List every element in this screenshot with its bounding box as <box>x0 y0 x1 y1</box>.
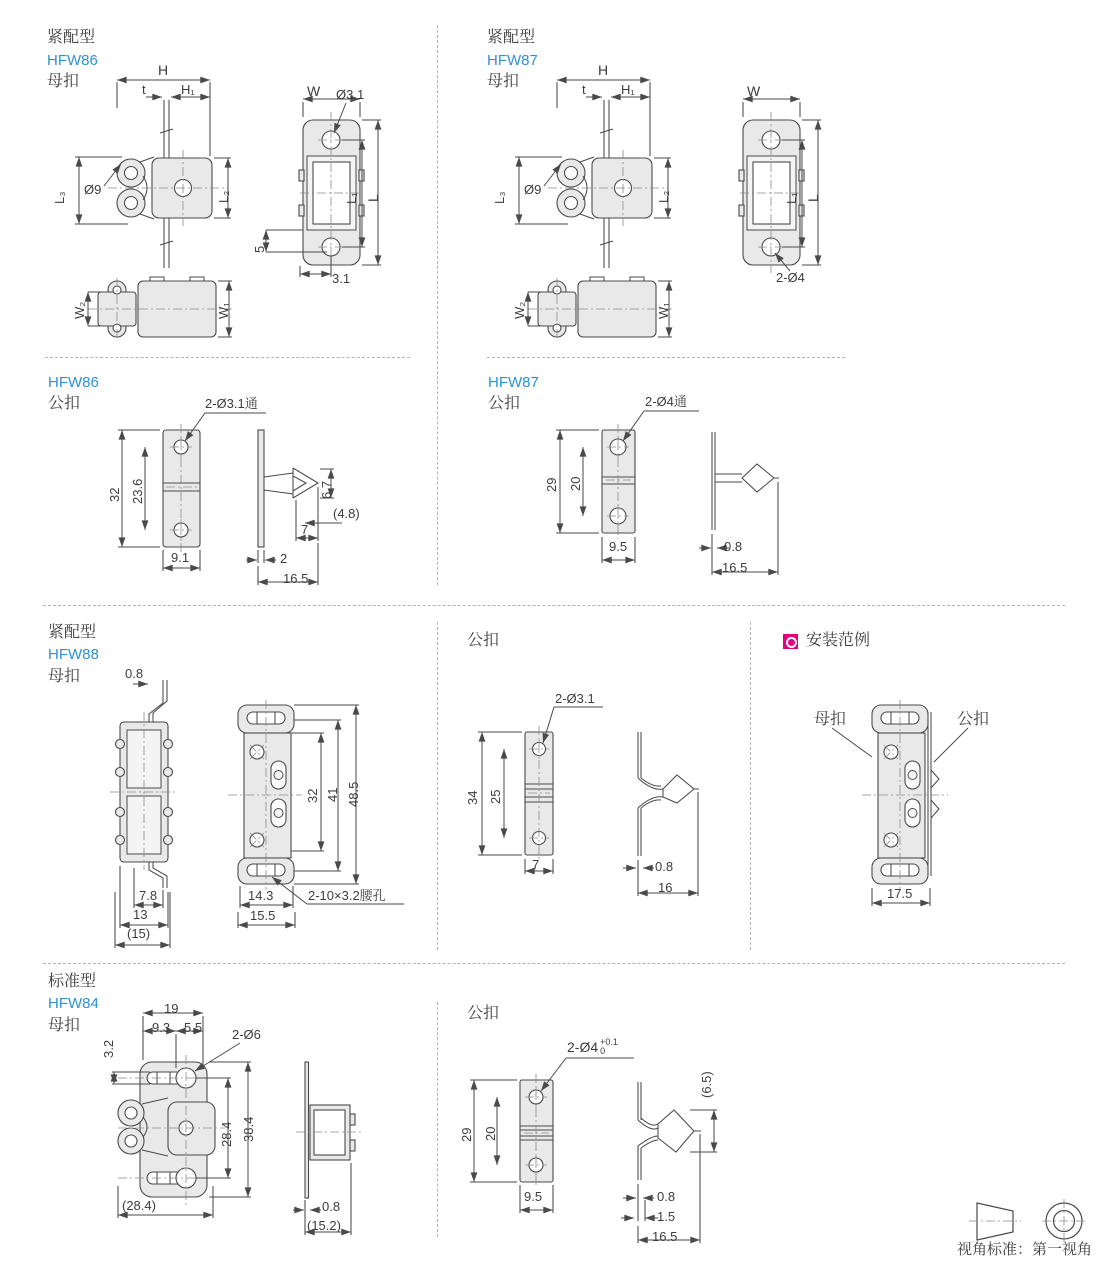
dim-9-5: 9.5 <box>609 539 628 554</box>
dim-H1: H₁ <box>181 82 195 97</box>
hfw87-male-model: HFW87 <box>488 374 539 391</box>
install-example-title: 安装范例 <box>806 632 871 649</box>
dim-d9: Ø9 <box>524 182 542 197</box>
hfw86-female-type-label: 紧配型 <box>47 29 96 46</box>
dim-41: 41 <box>325 787 340 802</box>
dim-5: 5 <box>252 245 267 253</box>
hfw84-female-model: HFW84 <box>48 995 99 1012</box>
dim-28-4: 28.4 <box>219 1121 234 1147</box>
dim-23-6: 23.6 <box>130 478 145 504</box>
hfw84-female-front-view <box>112 1013 251 1218</box>
dim-W1: W₁ <box>216 302 231 319</box>
dim-38-4: 38.4 <box>241 1116 256 1142</box>
hfw88-female-model: HFW88 <box>48 646 99 663</box>
hfw84-male-part-label: 公扣 <box>467 1005 500 1022</box>
callout-2-d3-1: 2-Ø3.1 <box>555 691 595 706</box>
dim-W2: W₂ <box>72 301 87 319</box>
hfw86-female-model: HFW86 <box>47 52 98 69</box>
tolerance-stack <box>600 1038 618 1056</box>
dim-5-5: 5.5 <box>184 1020 203 1035</box>
dim-3-1: 3.1 <box>332 271 351 286</box>
dim-W: W <box>307 83 321 99</box>
dim-16: 16 <box>658 880 673 895</box>
divider-vertical-mid-1 <box>437 622 438 950</box>
hfw88-female-type-label: 紧配型 <box>48 624 97 641</box>
hfw84-female-part-label: 母扣 <box>48 1017 81 1034</box>
dim-7-8: 7.8 <box>139 888 158 903</box>
hfw88-female-part-label: 母扣 <box>48 668 81 685</box>
dim-20: 20 <box>568 476 583 491</box>
install-example-marker-icon <box>783 634 798 649</box>
dim-9-5: 9.5 <box>524 1189 543 1204</box>
dim-2: 2 <box>280 551 288 566</box>
dim-L1: L₁ <box>784 192 799 204</box>
dim-16-5: 16.5 <box>283 571 309 586</box>
dim-d3-1: Ø3.1 <box>336 87 365 102</box>
hfw87-female-front-view <box>515 80 671 268</box>
dim-L2: L₂ <box>656 190 671 203</box>
hfw86-male-views <box>118 413 342 585</box>
dim-29: 29 <box>544 477 559 492</box>
callout-waist-slot: 2-10×3.2腰孔 <box>308 888 386 903</box>
dim-7: 7 <box>301 522 309 537</box>
divider-vertical-bottom <box>437 1002 438 1237</box>
dim-9-1: 9.1 <box>171 550 190 565</box>
dim-28-4-ref: (28.4) <box>122 1198 156 1213</box>
callout-2-d4-thru: 2-Ø4通 <box>645 394 687 409</box>
hfw84-female-type-label: 标准型 <box>48 973 97 990</box>
dim-6-7: 6.7 <box>319 480 334 499</box>
tolerance-lower: 0 <box>600 1046 606 1056</box>
dim-48-5: 48.5 <box>346 781 361 807</box>
dim-20: 20 <box>483 1126 498 1141</box>
hfw86-female-part-label: 母扣 <box>47 73 80 90</box>
dim-L3: L₃ <box>52 191 67 204</box>
dim-15-2: (15.2) <box>307 1218 341 1233</box>
divider-vertical-top <box>437 25 438 585</box>
dim-H: H <box>598 62 609 78</box>
hfw84-male-views <box>470 1058 717 1243</box>
dim-7: 7 <box>532 857 540 872</box>
callout-2-d4-base: 2-Ø4 <box>567 1039 599 1055</box>
hfw86-female-bottom-view <box>88 277 232 340</box>
dim-4-8: (4.8) <box>333 506 360 521</box>
divider-vertical-mid-2 <box>750 622 751 950</box>
dim-L1: L₁ <box>344 192 359 204</box>
dim-t: t <box>582 82 586 97</box>
dim-0-8: 0.8 <box>655 859 674 874</box>
dim-0-8: 0.8 <box>125 666 144 681</box>
divider-horizontal-row3 <box>43 963 1065 964</box>
dim-H: H <box>158 62 169 78</box>
dim-16-5: 16.5 <box>722 560 748 575</box>
dim-0-8: 0.8 <box>322 1199 341 1214</box>
view-standard-note: 视角标准：第一视角 <box>957 1241 1093 1258</box>
callout-2-d4-tolerance <box>567 1037 618 1056</box>
tolerance-upper: +0.1 <box>600 1037 618 1047</box>
hfw86-male-part-label: 公扣 <box>48 395 81 412</box>
install-female-label: 母扣 <box>814 711 847 728</box>
divider-horizontal-left <box>45 357 410 358</box>
dim-2-d4: 2-Ø4 <box>776 270 805 285</box>
dim-6-5: (6.5) <box>699 1071 714 1098</box>
dim-13: 13 <box>133 907 148 922</box>
dim-14-3: 14.3 <box>248 888 274 903</box>
hfw87-female-side-view <box>739 99 821 273</box>
hfw87-female-part-label: 母扣 <box>487 73 520 90</box>
dim-17-5: 17.5 <box>887 886 913 901</box>
dim-W1: W₁ <box>656 302 671 319</box>
dim-16-5: 16.5 <box>652 1229 678 1244</box>
dim-L: L <box>365 194 381 202</box>
dim-32: 32 <box>305 788 320 803</box>
dim-L2: L₂ <box>216 190 231 203</box>
hfw86-female-side-view <box>266 99 381 277</box>
hfw86-male-model: HFW86 <box>48 374 99 391</box>
divider-horizontal-right <box>487 357 845 358</box>
hfw87-male-views <box>556 411 779 575</box>
divider-horizontal-row2 <box>43 605 1065 606</box>
dim-3-2: 3.2 <box>101 1039 116 1058</box>
dim-W: W <box>747 83 761 99</box>
dim-W2: W₂ <box>512 301 527 319</box>
hfw87-female-bottom-view <box>528 277 672 340</box>
dim-9-3: 9.3 <box>152 1020 171 1035</box>
dim-15-5: 15.5 <box>250 908 276 923</box>
hfw87-female-model: HFW87 <box>487 52 538 69</box>
dim-19: 19 <box>164 1001 179 1016</box>
hfw88-male-part-label: 公扣 <box>467 632 500 649</box>
install-male-label: 公扣 <box>957 711 990 728</box>
first-angle-projection-symbol <box>969 1199 1086 1243</box>
dim-34: 34 <box>465 790 480 805</box>
dim-0-8: 0.8 <box>724 539 743 554</box>
dim-29: 29 <box>459 1127 474 1142</box>
dim-d9: Ø9 <box>84 182 102 197</box>
install-example-drawing <box>832 700 968 906</box>
hfw86-female-front-view <box>75 80 231 268</box>
dim-15: (15) <box>127 926 151 941</box>
dim-L: L <box>805 194 821 202</box>
dim-0-8: 0.8 <box>657 1189 676 1204</box>
dim-1-5: 1.5 <box>657 1209 676 1224</box>
callout-2-d3-1-thru: 2-Ø3.1通 <box>205 396 258 411</box>
dim-t: t <box>142 82 146 97</box>
hfw87-female-type-label: 紧配型 <box>487 29 536 46</box>
callout-2-d6: 2-Ø6 <box>232 1027 261 1042</box>
dim-L3: L₃ <box>492 191 507 204</box>
hfw87-male-part-label: 公扣 <box>488 395 521 412</box>
dim-25: 25 <box>488 789 503 804</box>
dim-H1: H₁ <box>621 82 635 97</box>
dim-32: 32 <box>107 487 122 502</box>
